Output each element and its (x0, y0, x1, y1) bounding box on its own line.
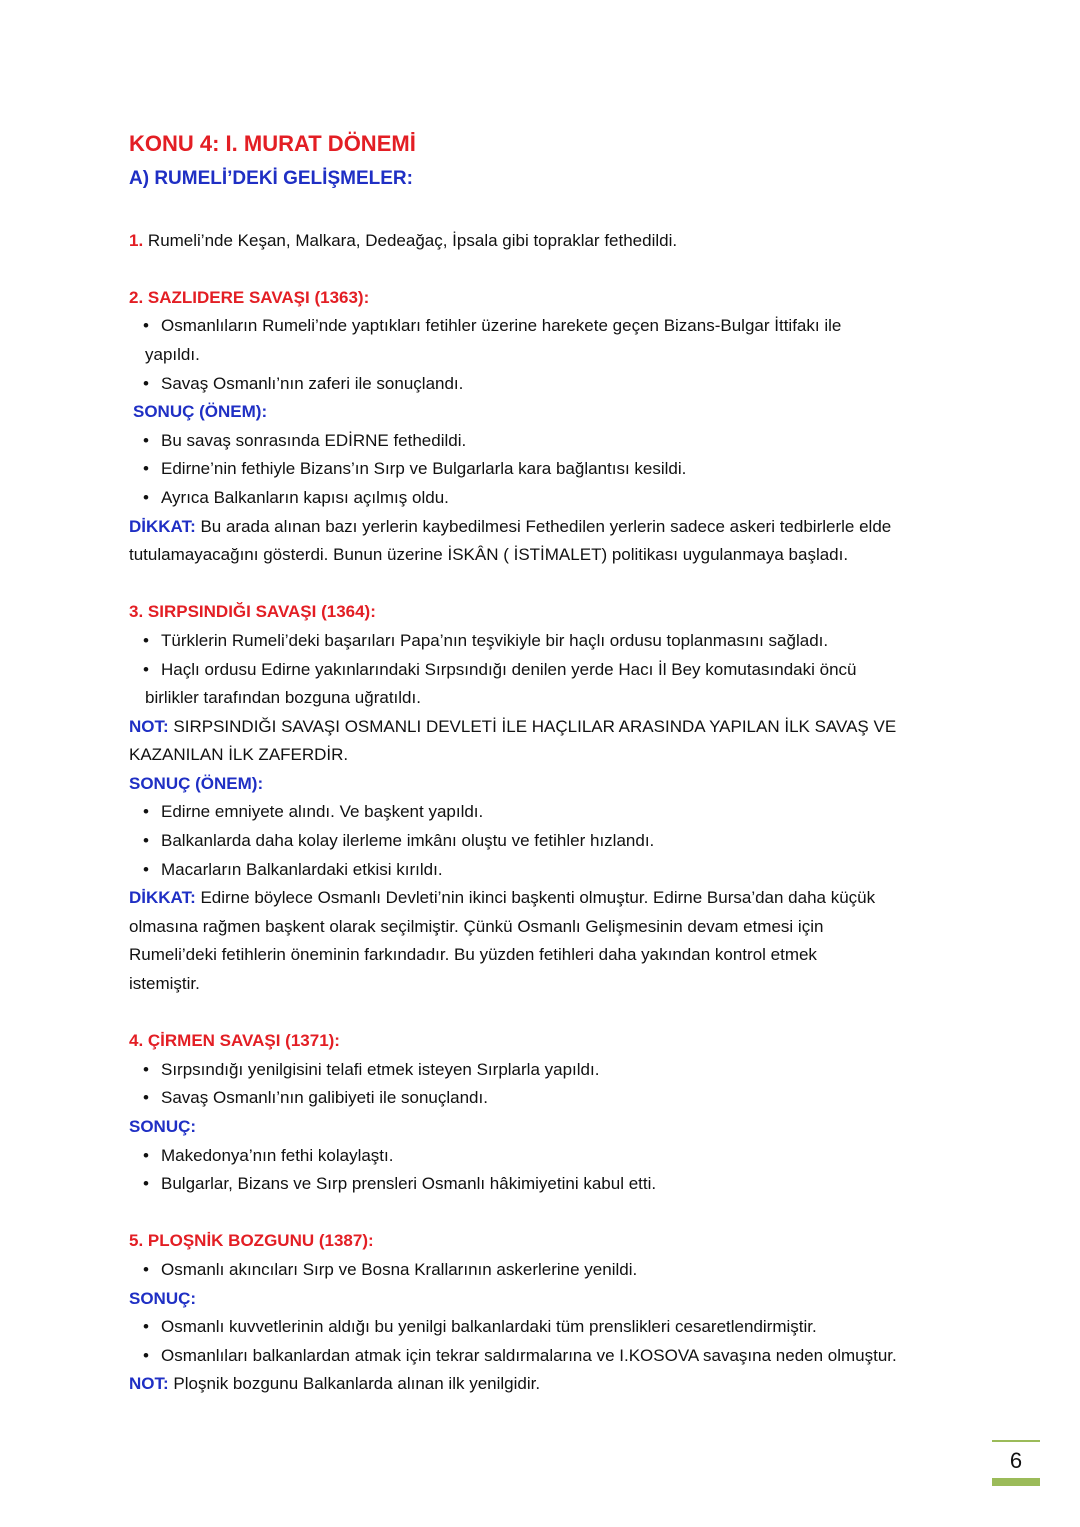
bullet-item (129, 827, 959, 856)
note-line (129, 884, 959, 913)
bullet-item (129, 1256, 959, 1285)
section-heading: 3. SIRPSINDIĞI SAVAŞI (1364): (129, 602, 376, 622)
result-label: SONUÇ: (129, 1288, 197, 1308)
paragraph-continuation: Rumeli’deki fetihlerin öneminin farkındadır. Bu yüzden fetihleri daha yakından kontrol etmek (129, 945, 817, 965)
section-subtitle: A) RUMELİ’DEKİ GELİŞMELER: (129, 168, 413, 189)
page-number-bottom-rule (992, 1478, 1040, 1486)
bullet-continuation: yapıldı. (145, 344, 200, 364)
bullet-icon: • (143, 1088, 149, 1108)
bullet-text: Osmanlı kuvvetlerinin aldığı bu yenilgi balkanlardaki tüm prenslikleri cesaretlendirmiştir. (161, 1317, 817, 1337)
paragraph-continuation: olmasına rağmen başkent olarak seçilmiştir. Çünkü Osmanlı Gelişmesinin devam etmesi için (129, 916, 824, 936)
page-title: KONU 4: I. MURAT DÖNEMİ (129, 131, 416, 156)
bullet-icon: • (143, 659, 149, 679)
bullet-icon: • (143, 1059, 149, 1079)
note-text: Edirne böylece Osmanlı Devleti’nin ikinci başkenti olmuştur. Edirne Bursa’dan daha küçük (195, 888, 876, 908)
note-line (129, 713, 959, 742)
numbered-item (129, 227, 959, 256)
paragraph-continuation: KAZANILAN İLK ZAFERDİR. (129, 745, 349, 765)
note-text: Ploşnik bozgunu Balkanlarda alınan ilk yenilgidir. (168, 1374, 541, 1394)
bullet-item (129, 1084, 959, 1113)
bullet-item (129, 1170, 959, 1199)
page-number: 6 (1009, 1448, 1023, 1473)
bullet-text: Savaş Osmanlı’nın galibiyeti ile sonuçlandı. (161, 1088, 488, 1108)
bullet-item (129, 1313, 959, 1342)
bullet-item (129, 656, 959, 685)
bullet-icon: • (143, 1174, 149, 1194)
bullet-text: Bu savaş sonrasında EDİRNE fethedildi. (161, 430, 467, 450)
bullet-icon: • (143, 1259, 149, 1279)
bullet-text: Türklerin Rumeli’deki başarıları Papa’nın teşvikiyle bir haçlı ordusu toplanmasını sağladı. (161, 630, 829, 650)
bullet-icon: • (143, 1317, 149, 1337)
bullet-text: Osmanlıların Rumeli’nde yaptıkları fetihler üzerine harekete geçen Bizans-Bulgar İttifakı ile (161, 316, 842, 336)
result-label: SONUÇ: (129, 1117, 197, 1136)
bullet-item (129, 627, 959, 656)
bullet-icon: • (143, 1345, 149, 1365)
item-text: Rumeli’nde Keşan, Malkara, Dedeağaç, İpsala gibi topraklar fethedildi. (143, 230, 678, 250)
bullet-text: Haçlı ordusu Edirne yakınlarındaki Sırpsındığı denilen yerde Hacı İl Bey komutasındaki öncü (161, 659, 857, 679)
bullet-icon: • (143, 316, 149, 336)
paragraph-continuation: tutulamayacağını gösterdi. Bunun üzerine İSKÂN ( İSTİMALET) politikası uygulanmaya başladı. (129, 545, 849, 565)
note-label: DİKKAT: (129, 888, 196, 908)
bullet-item (129, 1056, 959, 1085)
section-heading: 2. SAZLIDERE SAVAŞI (1363): (129, 287, 370, 307)
bullet-icon: • (143, 1145, 149, 1165)
bullet-text: Osmanlı akıncıları Sırp ve Bosna Krallarının askerlerine yenildi. (161, 1259, 638, 1279)
blank-line (129, 570, 959, 599)
bullet-icon: • (143, 831, 149, 851)
bullet-icon: • (143, 487, 149, 507)
item-number: 1. (129, 230, 144, 250)
blank-line (129, 198, 959, 227)
bullet-text: Sırpsındığı yenilgisini telafi etmek isteyen Sırplarla yapıldı. (161, 1059, 600, 1079)
note-label: NOT: (129, 716, 169, 736)
bullet-item (129, 798, 959, 827)
note-text: Bu arada alınan bazı yerlerin kaybedilmesi Fethedilen yerlerin sadece askeri tedbirlerle elde (195, 516, 892, 536)
blank-line (129, 999, 959, 1028)
section-heading: 4. ÇİRMEN SAVAŞI (1371): (129, 1031, 340, 1051)
paragraph-continuation: istemiştir. (129, 974, 200, 994)
bullet-text: Savaş Osmanlı’nın zaferi ile sonuçlandı. (161, 373, 464, 393)
note-label: DİKKAT: (129, 516, 196, 536)
bullet-item (129, 455, 959, 484)
bullet-item (129, 312, 959, 341)
bullet-text: Ayrıca Balkanların kapısı açılmış oldu. (161, 487, 449, 507)
content-lines (129, 198, 959, 1399)
bullet-item (129, 856, 959, 885)
bullet-text: Edirne emniyete alındı. Ve başkent yapıldı. (161, 802, 484, 822)
bullet-icon: • (143, 802, 149, 822)
bullet-text: Edirne’nin fethiyle Bizans’ın Sırp ve Bulgarlarla kara bağlantısı kesildi. (161, 459, 687, 479)
document-page (129, 128, 959, 1399)
bullet-text: Macarların Balkanlardaki etkisi kırıldı. (161, 859, 443, 879)
note-line (129, 1370, 959, 1399)
bullet-text: Makedonya’nın fethi kolaylaştı. (161, 1145, 394, 1165)
result-label: SONUÇ (ÖNEM): (133, 402, 268, 422)
bullet-item (129, 1342, 959, 1371)
note-text: SIRPSINDIĞI SAVAŞI OSMANLI DEVLETİ İLE HAÇLILAR ARASINDA YAPILAN İLK SAVAŞ VE (168, 716, 897, 736)
bullet-text: Bulgarlar, Bizans ve Sırp prensleri Osmanlı hâkimiyetini kabul etti. (161, 1174, 657, 1194)
bullet-text: Balkanlarda daha kolay ilerleme imkânı oluştu ve fetihler hızlandı. (161, 831, 655, 851)
page-number-top-rule (992, 1440, 1040, 1442)
blank-line (129, 255, 959, 284)
bullet-text: Osmanlıları balkanlardan atmak için tekrar saldırmalarına ve I.KOSOVA savaşına neden olmuştur. (161, 1345, 897, 1365)
bullet-icon: • (143, 630, 149, 650)
bullet-item (129, 370, 959, 399)
section-heading: 5. PLOŞNİK BOZGUNU (1387): (129, 1231, 374, 1251)
page-number-box (992, 1440, 1040, 1486)
note-label: NOT: (129, 1374, 169, 1394)
bullet-item (129, 427, 959, 456)
note-line (129, 513, 959, 542)
blank-line (129, 1199, 959, 1228)
bullet-item (129, 1142, 959, 1171)
bullet-continuation: birlikler tarafından bozguna uğratıldı. (145, 688, 421, 708)
bullet-icon: • (143, 859, 149, 879)
bullet-icon: • (143, 373, 149, 393)
bullet-icon: • (143, 459, 149, 479)
bullet-icon: • (143, 430, 149, 450)
result-label: SONUÇ (ÖNEM): (129, 773, 264, 793)
bullet-item (129, 484, 959, 513)
